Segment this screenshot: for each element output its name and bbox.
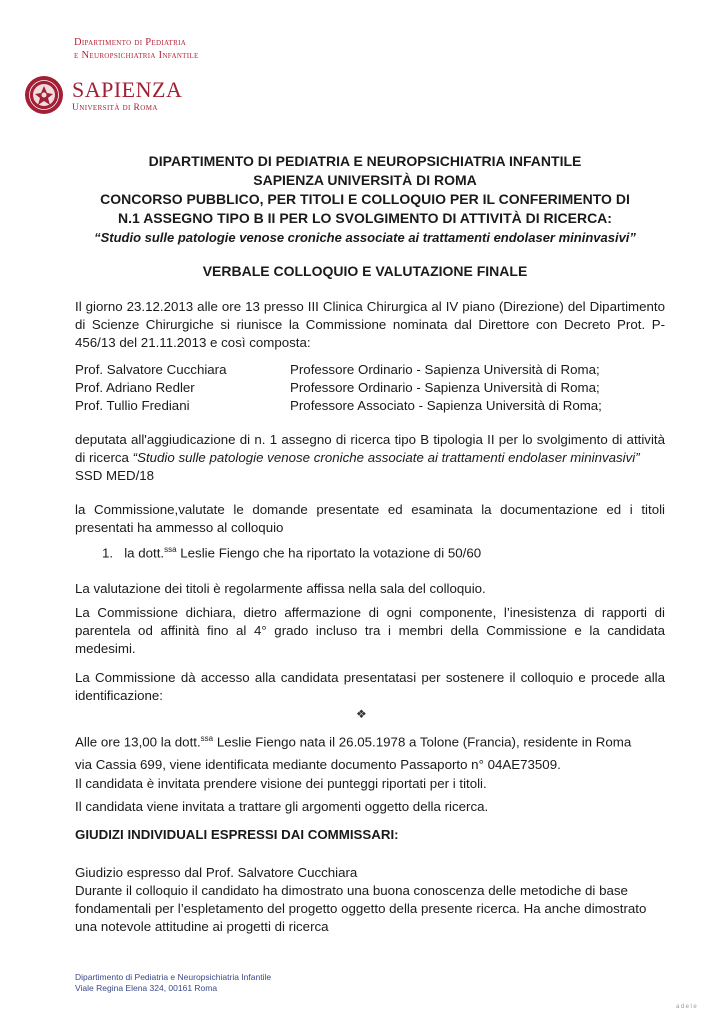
giudizio-label: Giudizio espresso dal Prof. Salvatore Cucchiara xyxy=(75,865,358,880)
intro-paragraph: Il giorno 23.12.2013 alle ore 13 presso III Clinica Chirurgica al IV piano (Direzione) del Dipartimento di Scienze Chirurgiche si riunisce la Commissione nominata dal Direttore con Decreto Prot. P-456/13 del 21.11.2013 e così composta: xyxy=(75,299,665,350)
committee-list xyxy=(75,361,665,415)
department-letterhead xyxy=(74,36,199,62)
corner-mark: adele xyxy=(676,1004,699,1010)
dichiara-paragraph: La Commissione dichiara, dietro affermazione di ogni componente, l’inesistenza di rapporti di parentela od affinità fino al 4° grado incluso tra i membri della Commissione e la candidata medesimi. xyxy=(75,605,665,656)
ident-post: Leslie Fiengo nata il 26.05.1978 a Tolone (Francia), residente in Roma xyxy=(213,734,632,750)
invitata-line1: Il candidata è invitata prendere visione dei punteggi riportati per i titoli. xyxy=(75,776,487,791)
committee-name: Prof. Adriano Redler xyxy=(75,380,195,395)
item-pre: la dott. xyxy=(124,545,165,561)
dept-line1: Dipartimento di Pediatria xyxy=(74,37,187,48)
dept-line2: e Neuropsichiatria Infantile xyxy=(74,50,199,61)
deputata-paragraph xyxy=(75,431,665,485)
title-line4: N.1 ASSEGNO TIPO B II PER LO SVOLGIMENTO DI ATTIVITÀ DI RICERCA: xyxy=(118,210,612,226)
deputata-italic-title: “Studio sulle patologie venose croniche associate ai trattamenti endolaser mininvasivi” xyxy=(132,450,640,465)
footer-line2: Viale Regina Elena 324, 00161 Roma xyxy=(75,982,218,993)
committee-name: Prof. Tullio Frediani xyxy=(75,398,190,413)
footer-line1: Dipartimento di Pediatria e Neuropsichiatria Infantile xyxy=(75,972,272,982)
deputata-ssd: SSD MED/18 xyxy=(75,468,155,483)
giudizio-text: Durante il colloquio il candidato ha dimostrato una buona conoscenza delle metodiche di base fondamentali per l’espletamento del progetto oggetto della presente ricerca. Ha anche dimostrato una notevole attitudine ai progetti di ricerca xyxy=(75,883,647,934)
brand-name: SAPIENZA xyxy=(72,77,183,102)
title-line1: DIPARTIMENTO DI PEDIATRIA E NEUROPSICHIATRIA INFANTILE xyxy=(148,153,582,169)
diamond-separator-icon: ❖ xyxy=(356,707,367,721)
committee-name: Prof. Salvatore Cucchiara xyxy=(75,362,227,377)
document-title xyxy=(70,152,660,247)
brand-subtitle: Università di Roma xyxy=(72,103,158,113)
title-line2: SAPIENZA UNIVERSITÀ DI ROMA xyxy=(253,172,477,188)
sapienza-seal-logo xyxy=(24,75,64,115)
title-line5: “Studio sulle patologie venose croniche associate ai trattamenti endolaser mininvasivi” xyxy=(94,230,636,245)
commissione-valutate-paragraph: la Commissione,valutate le domande presentate ed esaminata la documentazione ed i titoli presentati ha ammesso al colloquio xyxy=(75,502,665,535)
item-number: 1. xyxy=(102,545,114,561)
identificazione-paragraph xyxy=(75,727,665,776)
valutazione-titoli: La valutazione dei titoli è regolarmente affissa nella sala del colloquio. xyxy=(75,581,486,596)
title-line3: CONCORSO PUBBLICO, PER TITOLI E COLLOQUIO PER IL CONFERIMENTO DI xyxy=(100,191,630,207)
identificazione-line1 xyxy=(75,727,665,753)
committee-row xyxy=(75,397,665,415)
sapienza-brand xyxy=(72,79,182,113)
item-sup: ssa xyxy=(164,545,177,554)
committee-row xyxy=(75,361,665,379)
ident-sup: ssa xyxy=(200,734,214,743)
committee-role: Professore Ordinario - Sapienza Università di Roma; xyxy=(290,362,600,377)
candidate-list-item xyxy=(102,545,481,560)
ident-pre: Alle ore 13,00 la dott. xyxy=(75,734,201,750)
verbale-heading: VERBALE COLLOQUIO E VALUTAZIONE FINALE xyxy=(202,263,528,279)
committee-role: Professore Ordinario - Sapienza Università di Roma; xyxy=(290,380,600,395)
deputata-text: deputata all'aggiudicazione di n. 1 assegno di ricerca tipo B tipologia II per lo svolgimento di attività di ricerca xyxy=(75,432,665,465)
accesso-paragraph: La Commissione dà accesso alla candidata presentatasi per sostenere il colloquio e procede alla identificazione: xyxy=(75,670,665,703)
committee-row xyxy=(75,379,665,397)
page-footer xyxy=(75,972,271,993)
identificazione-line2: via Cassia 699, viene identificata mediante documento Passaporto n° 04AE73509. xyxy=(75,757,561,773)
item-post: Leslie Fiengo che ha riportato la votazione di 50/60 xyxy=(176,545,482,561)
giudizi-heading: GIUDIZI INDIVIDUALI ESPRESSI DAI COMMISSARI: xyxy=(75,827,399,842)
invitata-line2: Il candidata viene invitata a trattare gli argomenti oggetto della ricerca. xyxy=(75,799,489,814)
committee-role: Professore Associato - Sapienza Università di Roma; xyxy=(290,398,602,413)
